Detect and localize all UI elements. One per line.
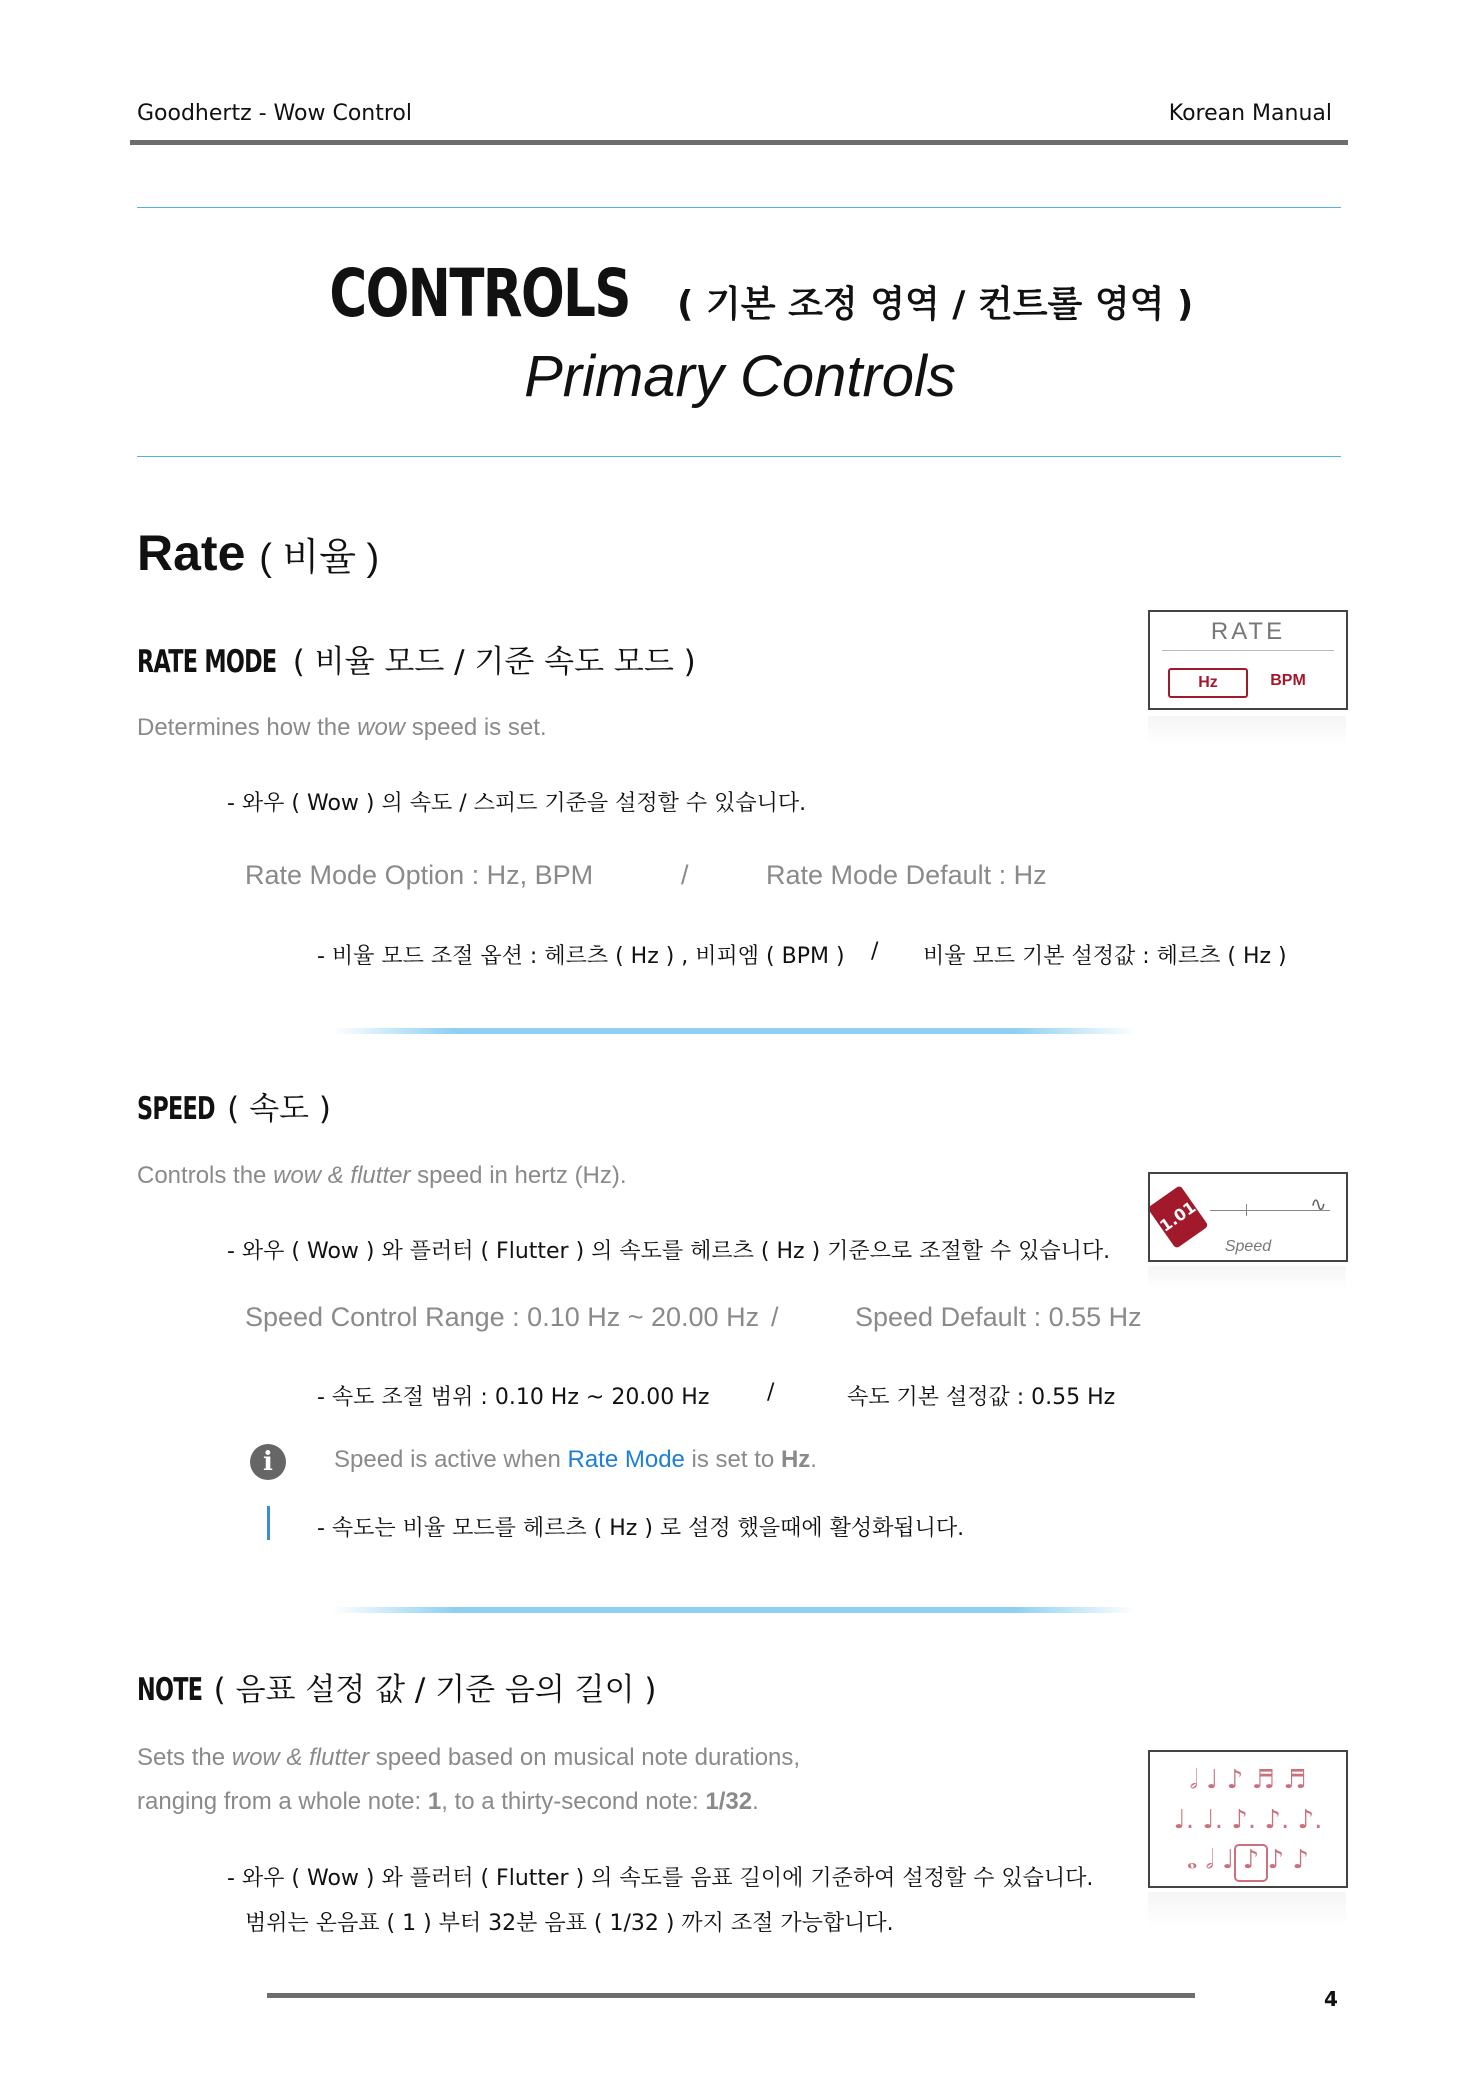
speed-heading-row — [137, 1083, 331, 1128]
info-text: is set to — [684, 1446, 781, 1473]
speed-korean-range: - 속도 조절 범위 : 0.10 Hz ~ 20.00 Hz — [317, 1385, 710, 1410]
rate-heading: Rate — [137, 525, 246, 581]
section-divider — [332, 1607, 1136, 1613]
info-bold: Hz — [780, 1446, 811, 1473]
desc-text: Determines how the — [137, 714, 358, 741]
info-text: . — [810, 1446, 817, 1473]
desc-bold: 1 — [427, 1788, 442, 1815]
speed-widget-reflection — [1148, 1266, 1346, 1290]
note-selected-box — [1234, 1844, 1268, 1882]
rate-mode-link[interactable]: Rate Mode — [567, 1446, 685, 1473]
section-divider — [332, 1028, 1136, 1034]
desc-text: Sets the — [137, 1744, 232, 1771]
speed-heading: SPEED — [137, 1091, 215, 1127]
page-number: 4 — [1324, 1987, 1338, 2011]
speed-slider-handle[interactable] — [1246, 1204, 1247, 1216]
header-title: Goodhertz - Wow Control — [137, 101, 412, 126]
rate-mode-separator: / — [681, 860, 689, 890]
desc-text: speed in hertz (Hz). — [410, 1162, 627, 1189]
note-row-3[interactable]: 𝅝 𝅗𝅥 ♩ ♪ ♪ ♪ — [1187, 1845, 1309, 1875]
speed-korean-description: - 와우 ( Wow ) 와 플러터 ( Flutter ) 의 속도를 헤르츠 ( Hz ) 기준으로 조절할 수 있습니다. — [227, 1239, 1111, 1264]
note-widget — [1148, 1750, 1348, 1888]
desc-emphasis: wow & flutter — [231, 1744, 370, 1771]
note-row-1[interactable]: 𝅗𝅥 ♩ ♪ ♬ ♬ — [1189, 1765, 1307, 1795]
section-heading-rate — [137, 524, 379, 582]
note-row-2[interactable]: ♩. ♩. ♪. ♪. ♪. — [1173, 1805, 1323, 1835]
title-top-rule — [137, 207, 1341, 208]
rate-mode-korean-option: - 비율 모드 조절 옵션 : 헤르츠 ( Hz ) , 비피엠 ( BPM ) — [317, 944, 845, 969]
speed-description — [137, 1154, 627, 1198]
note-heading-row — [137, 1664, 657, 1709]
desc-emphasis: wow — [357, 714, 406, 741]
desc-text: . — [752, 1788, 759, 1815]
speed-separator: / — [771, 1302, 779, 1332]
info-icon: i — [250, 1444, 286, 1480]
info-side-bar — [267, 1506, 270, 1540]
speed-korean-separator: / — [767, 1380, 775, 1405]
note-description-line2 — [137, 1780, 759, 1824]
desc-bold: 1/32 — [705, 1788, 753, 1815]
header-manual-label: Korean Manual — [1168, 101, 1332, 126]
rate-mode-heading: RATE MODE — [137, 644, 277, 680]
note-description-line1 — [137, 1736, 800, 1780]
speed-widget — [1148, 1172, 1348, 1262]
rate-mode-option: Rate Mode Option : Hz, BPM — [245, 860, 594, 890]
rate-mode-widget — [1148, 610, 1348, 710]
rate-widget-reflection — [1148, 716, 1346, 746]
info-text: Speed is active when — [334, 1446, 568, 1473]
page-subtitle: Primary Controls — [524, 344, 956, 409]
page-title — [0, 255, 1480, 332]
desc-text: speed is set. — [405, 714, 547, 741]
rate-widget-divider — [1162, 650, 1334, 651]
speed-info-korean: - 속도는 비율 모드를 헤르츠 ( Hz ) 로 설정 했을때에 활성화됩니다. — [317, 1516, 965, 1541]
speed-widget-label: Speed — [1224, 1238, 1272, 1255]
rate-heading-korean: ( 비율 ) — [259, 537, 380, 579]
note-korean-line1: - 와우 ( Wow ) 와 플러터 ( Flutter ) 의 속도를 음표 길이에 기준하여 설정할 수 있습니다. — [227, 1866, 1094, 1891]
speed-heading-korean: ( 속도 ) — [227, 1091, 331, 1127]
wave-icon: ∿ — [1310, 1192, 1327, 1216]
rate-mode-default: Rate Mode Default : Hz — [766, 860, 1047, 890]
speed-korean-default: 속도 기본 설정값 : 0.55 Hz — [847, 1385, 1116, 1410]
rate-hz-button[interactable]: Hz — [1168, 668, 1248, 698]
header-rule — [130, 140, 1348, 145]
desc-text: speed based on musical note durations, — [369, 1744, 801, 1771]
note-korean-line2: 범위는 온음표 ( 1 ) 부터 32분 음표 ( 1/32 ) 까지 조절 가능합니다. — [245, 1911, 894, 1936]
title-bottom-rule — [137, 456, 1341, 457]
note-widget-reflection — [1148, 1892, 1346, 1928]
desc-text: ranging from a whole note: — [137, 1788, 428, 1815]
rate-mode-description — [137, 706, 547, 750]
note-heading-korean: ( 음표 설정 값 / 기준 음의 길이 ) — [213, 1672, 657, 1708]
rate-mode-korean-separator: / — [871, 939, 879, 964]
rate-mode-heading-row — [137, 636, 696, 681]
desc-emphasis: wow & flutter — [273, 1162, 411, 1189]
speed-default: Speed Default : 0.55 Hz — [855, 1302, 1142, 1332]
speed-range: Speed Control Range : 0.10 Hz ~ 20.00 Hz — [245, 1302, 760, 1332]
desc-text: Controls the — [137, 1162, 274, 1189]
desc-text: , to a thirty-second note: — [441, 1788, 706, 1815]
rate-mode-korean-description: - 와우 ( Wow ) 의 속도 / 스피드 기준을 설정할 수 있습니다. — [227, 791, 807, 816]
note-heading: NOTE — [137, 1672, 203, 1708]
page-title-main: CONTROLS — [329, 255, 630, 332]
page-title-korean: ( 기본 조정 영역 / 컨트롤 영역 ) — [677, 284, 1194, 325]
speed-info-note — [334, 1438, 817, 1482]
rate-mode-korean-default: 비율 모드 기본 설정값 : 헤르츠 ( Hz ) — [923, 944, 1287, 969]
rate-bpm-button[interactable]: BPM — [1270, 672, 1306, 689]
speed-value: 1.01 — [1156, 1197, 1200, 1236]
footer-rule — [267, 1993, 1195, 1998]
rate-mode-heading-korean: ( 비율 모드 / 기준 속도 모드 ) — [292, 644, 696, 680]
rate-widget-title: RATE — [1210, 618, 1286, 645]
